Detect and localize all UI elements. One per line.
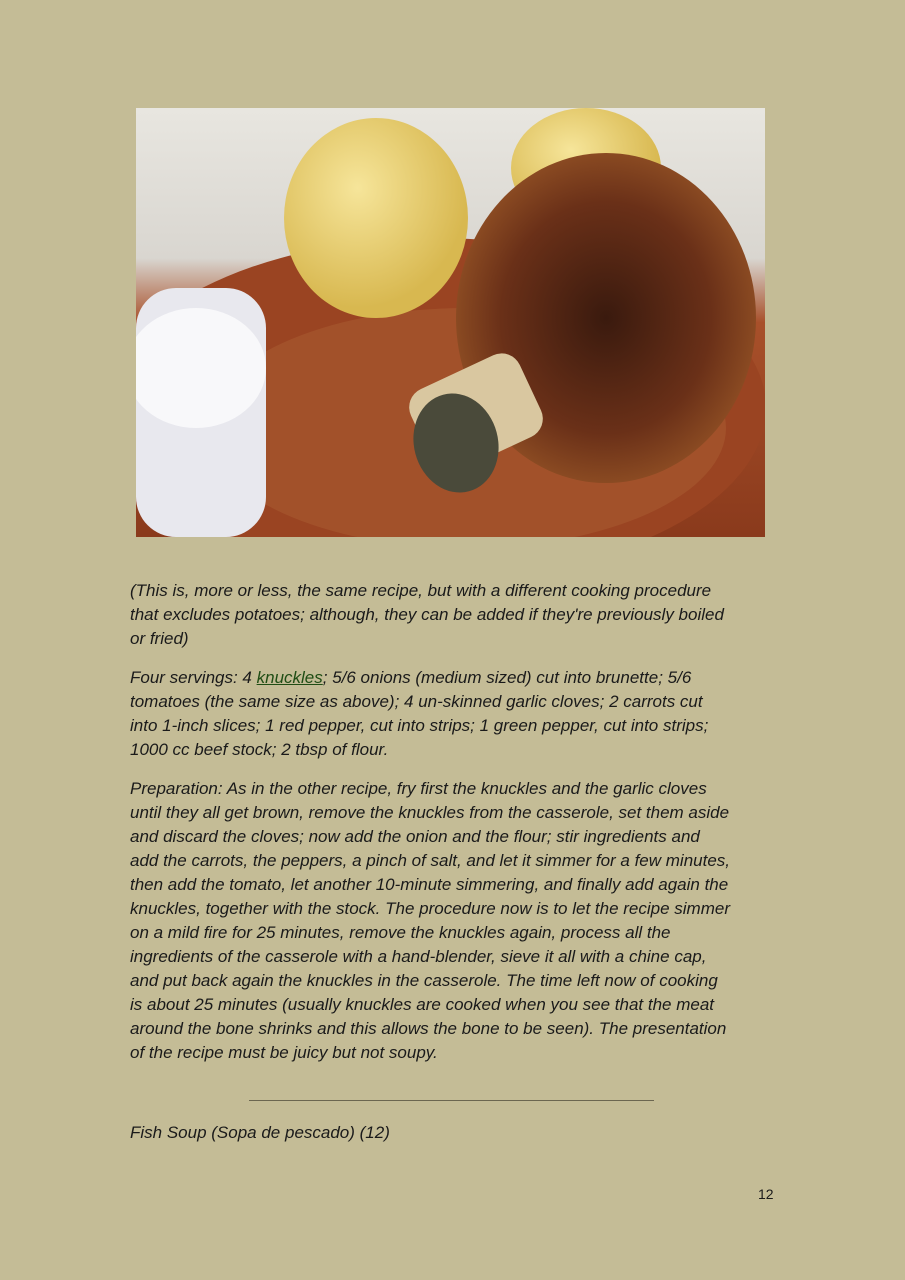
recipe-photo bbox=[136, 108, 765, 537]
ingredients-paragraph bbox=[130, 666, 790, 762]
knuckles-link[interactable]: knuckles bbox=[256, 668, 323, 687]
ingredients-suffix: ; 5/6 onions (medium sized) cut into brunette; 5/6 bbox=[322, 668, 692, 687]
text-line: until they all get brown, remove the knuckles from the casserole, set them aside bbox=[130, 803, 730, 822]
text-line: or fried) bbox=[130, 629, 189, 648]
ingredients-prefix: Four servings: 4 bbox=[130, 668, 257, 687]
text-line: on a mild fire for 25 minutes, remove the knuckles again, process all the bbox=[130, 923, 671, 942]
text-line: that excludes potatoes; although, they can be added if they're previously boiled bbox=[130, 605, 724, 624]
text-line: is about 25 minutes (usually knuckles are cooked when you see that the meat bbox=[130, 995, 715, 1014]
next-recipe-title: Fish Soup (Sopa de pescado) (12) bbox=[130, 1123, 390, 1142]
text-line: of the recipe must be juicy but not soupy. bbox=[130, 1043, 438, 1062]
section-divider bbox=[249, 1100, 654, 1101]
page-number: 12 bbox=[758, 1186, 774, 1202]
text-line: tomatoes (the same size as above); 4 un-skinned garlic cloves; 2 carrots cut bbox=[130, 692, 703, 711]
text-line: 1000 cc beef stock; 2 tbsp of flour. bbox=[130, 740, 389, 759]
text-line: around the bone shrinks and this allows the bone to be seen). The presentation bbox=[130, 1019, 727, 1038]
text-line: knuckles, together with the stock. The procedure now is to let the recipe simmer bbox=[130, 899, 730, 918]
text-line: then add the tomato, let another 10-minute simmering, and finally add again the bbox=[130, 875, 729, 894]
text-line: and put back again the knuckles in the casserole. The time left now of cooking bbox=[130, 971, 718, 990]
text-line: ingredients of the casserole with a hand-blender, sieve it all with a chine cap, bbox=[130, 947, 707, 966]
text-line: (This is, more or less, the same recipe, but with a different cooking procedure bbox=[130, 581, 712, 600]
intro-paragraph bbox=[130, 579, 790, 651]
text-line: Preparation: As in the other recipe, fry first the knuckles and the garlic cloves bbox=[130, 779, 707, 798]
text-line: and discard the cloves; now add the onion and the flour; stir ingredients and bbox=[130, 827, 700, 846]
preparation-paragraph bbox=[130, 777, 790, 1065]
text-line: add the carrots, the peppers, a pinch of salt, and let it simmer for a few minutes, bbox=[130, 851, 731, 870]
text-line: into 1-inch slices; 1 red pepper, cut into strips; 1 green pepper, cut into strips; bbox=[130, 716, 709, 735]
text-line bbox=[130, 666, 790, 690]
